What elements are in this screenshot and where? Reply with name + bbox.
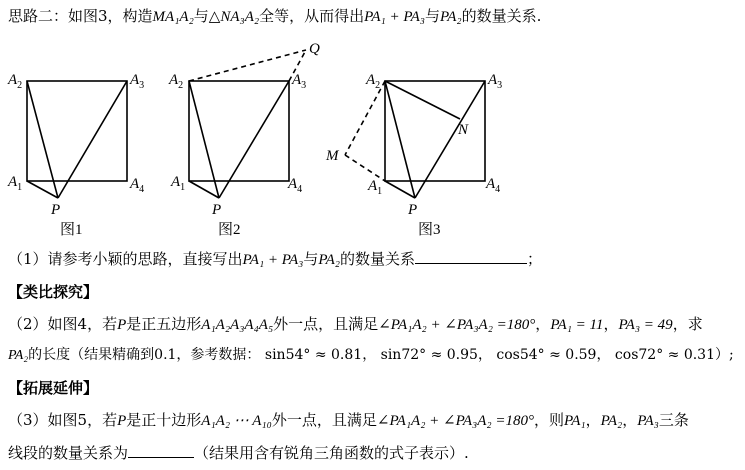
q2-outside: 外一点，且满足 [273,315,379,333]
intro-prefix: 思路二：如图3，构造 [8,7,153,25]
q1-expr: PA₁ + PA₃ [242,252,304,268]
fig2-a2q [189,50,306,81]
intro-expr: PA₁ + PA₃ [364,9,425,25]
q3-polygon: A₁A₂ ⋯ A₁₀ [201,413,272,429]
fig2-label-a2: $A_2$ [169,72,184,91]
fig2-label-a4: $A_4$ [288,176,303,195]
intro-suffix1: 全等，从而得出 [259,7,365,25]
fig3-label-a4: $A_4$ [486,176,501,195]
q1-suffix: 的数量关系 [340,250,416,268]
fig1-label-a2: $A_2$ [8,72,23,91]
q2-given1: PA₁ = 11 [550,317,604,333]
q1-end: ； [527,250,543,268]
q2-polygon: A₁A₂A₃A₄A₅ [201,317,274,333]
question-2-line1: （2）如图4，若P是正五边形A₁A₂A₃A₄A₅外一点，且满足∠PA₁A₂ + ∠PA₃A₂ =180°，PA₁ = 11，PA₃ = 49，求 [8,315,703,333]
q3-prefix: （3）如图5，若 [8,411,118,429]
q2-ref-sin72: sin72° ≈ 0.95 [380,347,478,363]
q2-end: ）; [715,347,734,363]
q3-pa2: PA₂ [600,413,623,429]
q1-and: 与 [303,250,319,268]
q1-pa2: PA₂ [318,252,341,268]
fig3-caption: 图3 [418,222,441,238]
q3-then: ，则 [533,411,564,429]
q3-outside: 外一点，且满足 [271,411,377,429]
fig2-label-p: P [212,202,222,218]
intro-mid: 与△ [193,7,221,25]
q2-given2: PA₃ = 49 [618,317,673,333]
intro-suffix2: 的数量关系. [461,7,542,25]
fig1-label-a1: $A_1$ [8,174,23,193]
fig2-label-a1: $A_1$ [171,174,186,193]
question-2-line2: PA₂的长度（结果精确到0.1，参考数据： sin54° ≈ 0.81， sin72° ≈ 0.95， cos54° ≈ 0.59， cos72° ≈ 0.31）; [8,347,734,363]
q2-ask: 求 [687,315,703,333]
q2-point-p: P [117,317,127,333]
fig1-label-p: P [51,202,61,218]
fig3-ma1 [345,155,385,181]
q2-condition: ∠PA₁A₂ + ∠PA₃A₂ =180° [378,317,536,333]
fig2-label-q: Q [309,41,320,57]
fig1-label-a3: $A_3$ [130,72,145,91]
fig2-caption: 图2 [218,222,241,238]
question-3-line1: （3）如图5，若P是正十边形A₁A₂ ⋯ A₁₀外一点，且满足∠PA₁A₂ + ∠PA₃A₂ =180°，则PA₁，PA₂，PA₃三条 [8,411,689,429]
triangle-na3a2: NA₃A₂ [220,9,260,25]
intro-and: 与 [424,7,440,25]
q1-prefix: （1）请参考小颖的思路，直接写出 [8,250,243,268]
fig3-label-a1: $A_1$ [368,178,383,197]
q3-shape: 是正十边形 [126,411,202,429]
q3-answer-blank[interactable] [128,442,194,458]
q2-ref-sin54: sin54° ≈ 0.81 [264,347,363,363]
fig1-label-a4: $A_4$ [130,176,145,195]
q1-answer-blank[interactable] [415,248,527,264]
fig3-label-p: P [408,202,418,218]
section-analogy-header: 【类比探究】 [8,283,99,301]
question-3-line2 [8,442,469,463]
q3-condition: ∠PA₁A₂ + ∠PA₃A₂ =180° [376,413,534,429]
q3-tail: 三条 [658,411,689,429]
triangle-ma1a2: MA₁A₂ [152,9,194,25]
fig3-label-a3: $A_3$ [488,72,503,91]
q3-pa3: PA₃ [637,413,659,429]
q3-line2-end: （结果用含有锐角三角函数的式子表示）. [194,444,469,462]
q2-prefix: （2）如图4，若 [8,315,118,333]
q2-ref-cos54: cos54° ≈ 0.59 [496,347,597,363]
fig2-label-a3: $A_3$ [292,72,307,91]
q3-pa1: PA₁ [564,413,586,429]
fig3-a2n [385,81,460,119]
q3-point-p: P [117,413,127,429]
fig3-a2m [345,81,385,155]
intro-pa2: PA₂ [439,9,462,25]
section-extension-header: 【拓展延伸】 [8,379,99,397]
q2-shape: 是正五边形 [126,315,202,333]
fig1-caption: 图1 [60,222,83,238]
question-1 [8,248,542,270]
q3-line2-text: 线段的数量关系为 [8,444,129,462]
fig3-label-m: M [326,148,339,164]
fig3-label-n: N [458,122,469,138]
fig3-label-a2: $A_2$ [366,72,381,91]
q2-line2-text: 的长度（结果精确到0.1，参考数据： [28,347,261,363]
q2-pa2: PA₂ [8,348,29,363]
q2-ref-cos72: cos72° ≈ 0.31 [614,347,715,363]
